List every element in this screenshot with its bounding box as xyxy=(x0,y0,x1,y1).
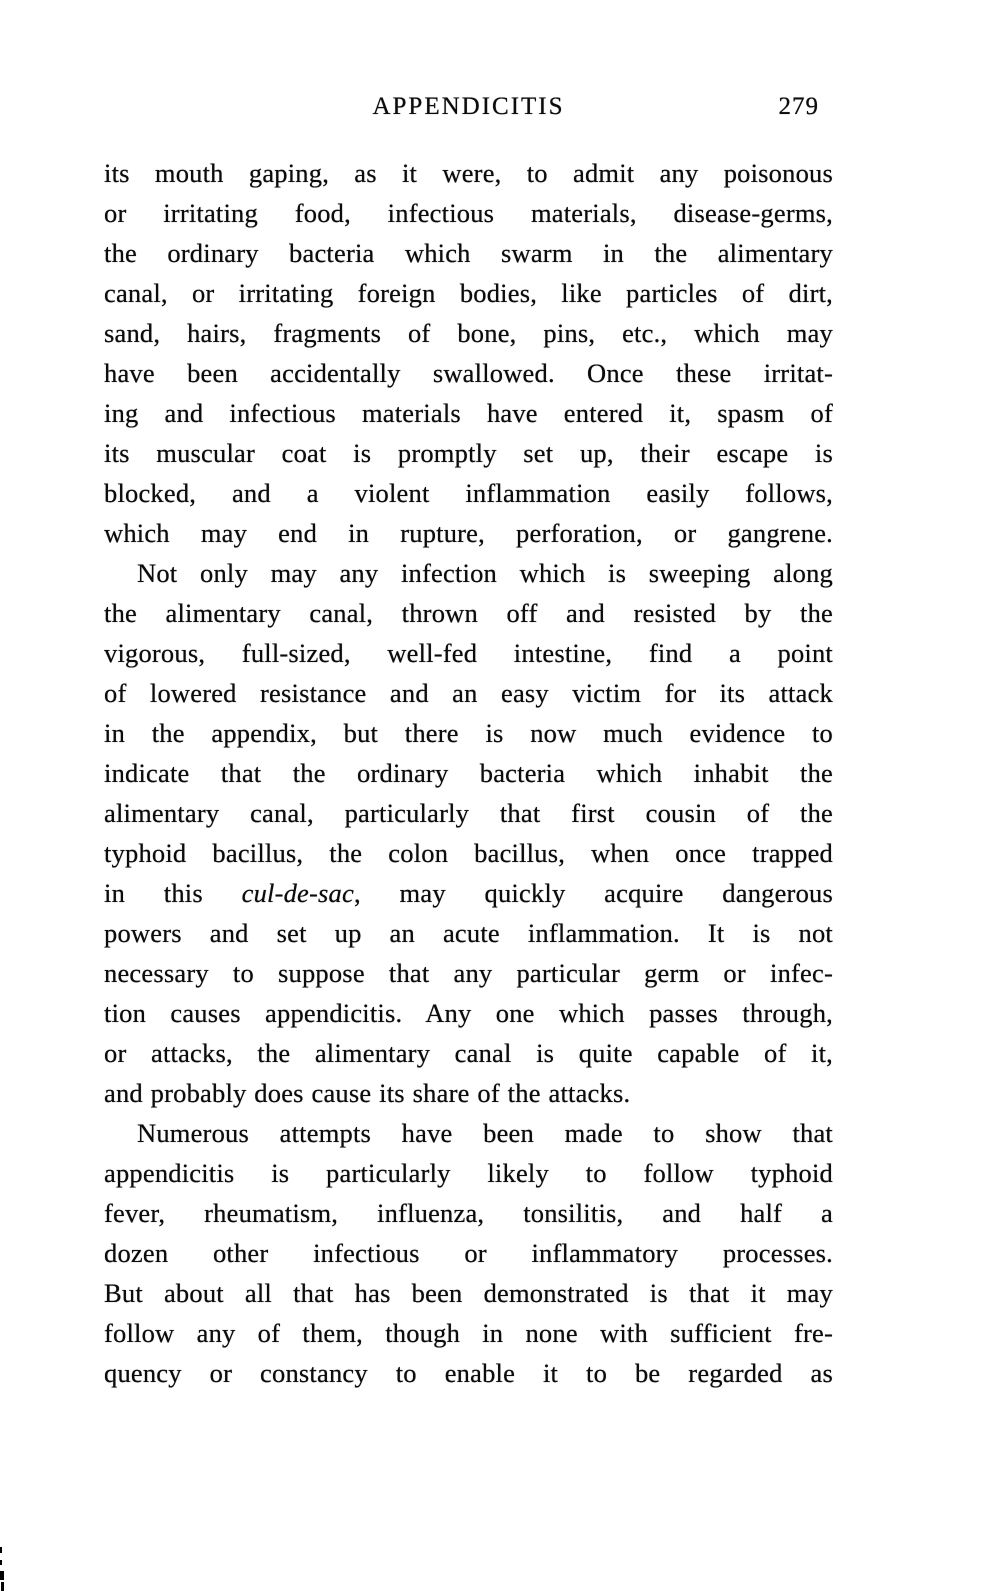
text-line xyxy=(104,553,833,593)
text-segment: its muscular coat is promptly set up, their escape is xyxy=(104,438,833,468)
text-segment: alimentary canal, particularly that first cousin of the xyxy=(104,798,833,828)
text-line xyxy=(104,633,833,673)
text-line xyxy=(104,1273,833,1313)
text-segment: of lowered resistance and an easy victim for its attack xyxy=(104,678,833,708)
text-segment: or irritating food, infectious materials, disease-germs, xyxy=(104,198,833,228)
text-line xyxy=(104,1033,833,1073)
text-line xyxy=(104,313,833,353)
text-line xyxy=(104,993,833,1033)
scan-artifact xyxy=(0,1547,2,1553)
text-line xyxy=(104,913,833,953)
text-line xyxy=(104,513,833,553)
text-segment: canal, or irritating foreign bodies, like particles of dirt, xyxy=(104,278,833,308)
text-line xyxy=(104,353,833,393)
text-line xyxy=(104,433,833,473)
text-segment: Not only may any infection which is sweeping along xyxy=(137,558,833,588)
text-line xyxy=(104,1233,833,1273)
text-segment: in this xyxy=(104,878,242,908)
text-segment: typhoid bacillus, the colon bacillus, when once trapped xyxy=(104,838,833,868)
text-segment: sand, hairs, fragments of bone, pins, etc., which may xyxy=(104,318,833,348)
text-line xyxy=(104,753,833,793)
text-segment: its mouth gaping, as it were, to admit any poisonous xyxy=(104,158,833,188)
text-segment: and probably does cause its share of the attacks. xyxy=(104,1078,631,1108)
text-segment: in the appendix, but there is now much evidence to xyxy=(104,718,833,748)
text-line xyxy=(104,1153,833,1193)
text-line xyxy=(104,953,833,993)
text-line xyxy=(104,393,833,433)
text-segment: Numerous attempts have been made to show that xyxy=(137,1118,833,1148)
text-segment: or attacks, the alimentary canal is quite capable of it, xyxy=(104,1038,833,1068)
running-header xyxy=(104,93,833,127)
text-segment: necessary to suppose that any particular germ or infec- xyxy=(104,958,833,988)
text-segment: which may end in rupture, perforation, or gangrene. xyxy=(104,518,833,548)
text-segment: indicate that the ordinary bacteria which inhabit the xyxy=(104,758,833,788)
text-segment: tion causes appendicitis. Any one which passes through, xyxy=(104,998,833,1028)
text-line xyxy=(104,1193,833,1233)
text-segment: ing and infectious materials have entered it, spasm of xyxy=(104,398,833,428)
text-segment: the alimentary canal, thrown off and resisted by the xyxy=(104,598,833,628)
italic-text: cul-de-sac xyxy=(241,878,354,908)
scan-artifact xyxy=(0,1560,2,1565)
text-segment: powers and set up an acute inflammation. It is not xyxy=(104,918,833,948)
text-segment: blocked, and a violent inflammation easily follows, xyxy=(104,478,833,508)
text-line xyxy=(104,233,833,273)
text-line xyxy=(104,153,833,193)
scan-artifact xyxy=(1,1582,4,1591)
text-line xyxy=(104,673,833,713)
text-line xyxy=(104,193,833,233)
text-line xyxy=(104,833,833,873)
text-segment: dozen other infectious or inflammatory processes. xyxy=(104,1238,833,1268)
text-segment: vigorous, full-sized, well-fed intestine, find a point xyxy=(104,638,833,668)
text-line xyxy=(104,273,833,313)
page-title: APPENDICITIS xyxy=(372,93,565,120)
text-segment: follow any of them, though in none with sufficient fre- xyxy=(104,1318,833,1348)
text-line xyxy=(104,1313,833,1353)
text-line xyxy=(104,713,833,753)
text-line xyxy=(104,593,833,633)
text-line xyxy=(104,1073,833,1113)
text-line xyxy=(104,473,833,513)
text-segment: have been accidentally swallowed. Once these irritat- xyxy=(104,358,833,388)
text-line xyxy=(104,873,833,913)
text-line xyxy=(104,1113,833,1153)
scan-artifact xyxy=(0,1571,4,1580)
text-body xyxy=(104,153,833,1393)
text-segment: , may quickly acquire dangerous xyxy=(353,878,833,908)
text-line xyxy=(104,1353,833,1393)
text-segment: But about all that has been demonstrated is that it may xyxy=(104,1278,833,1308)
text-segment: quency or constancy to enable it to be regarded as xyxy=(104,1358,833,1388)
text-segment: appendicitis is particularly likely to follow typhoid xyxy=(104,1158,833,1188)
page-number: 279 xyxy=(778,93,819,120)
text-segment: fever, rheumatism, influenza, tonsilitis, and half a xyxy=(104,1198,833,1228)
text-segment: the ordinary bacteria which swarm in the alimentary xyxy=(104,238,833,268)
text-line xyxy=(104,793,833,833)
